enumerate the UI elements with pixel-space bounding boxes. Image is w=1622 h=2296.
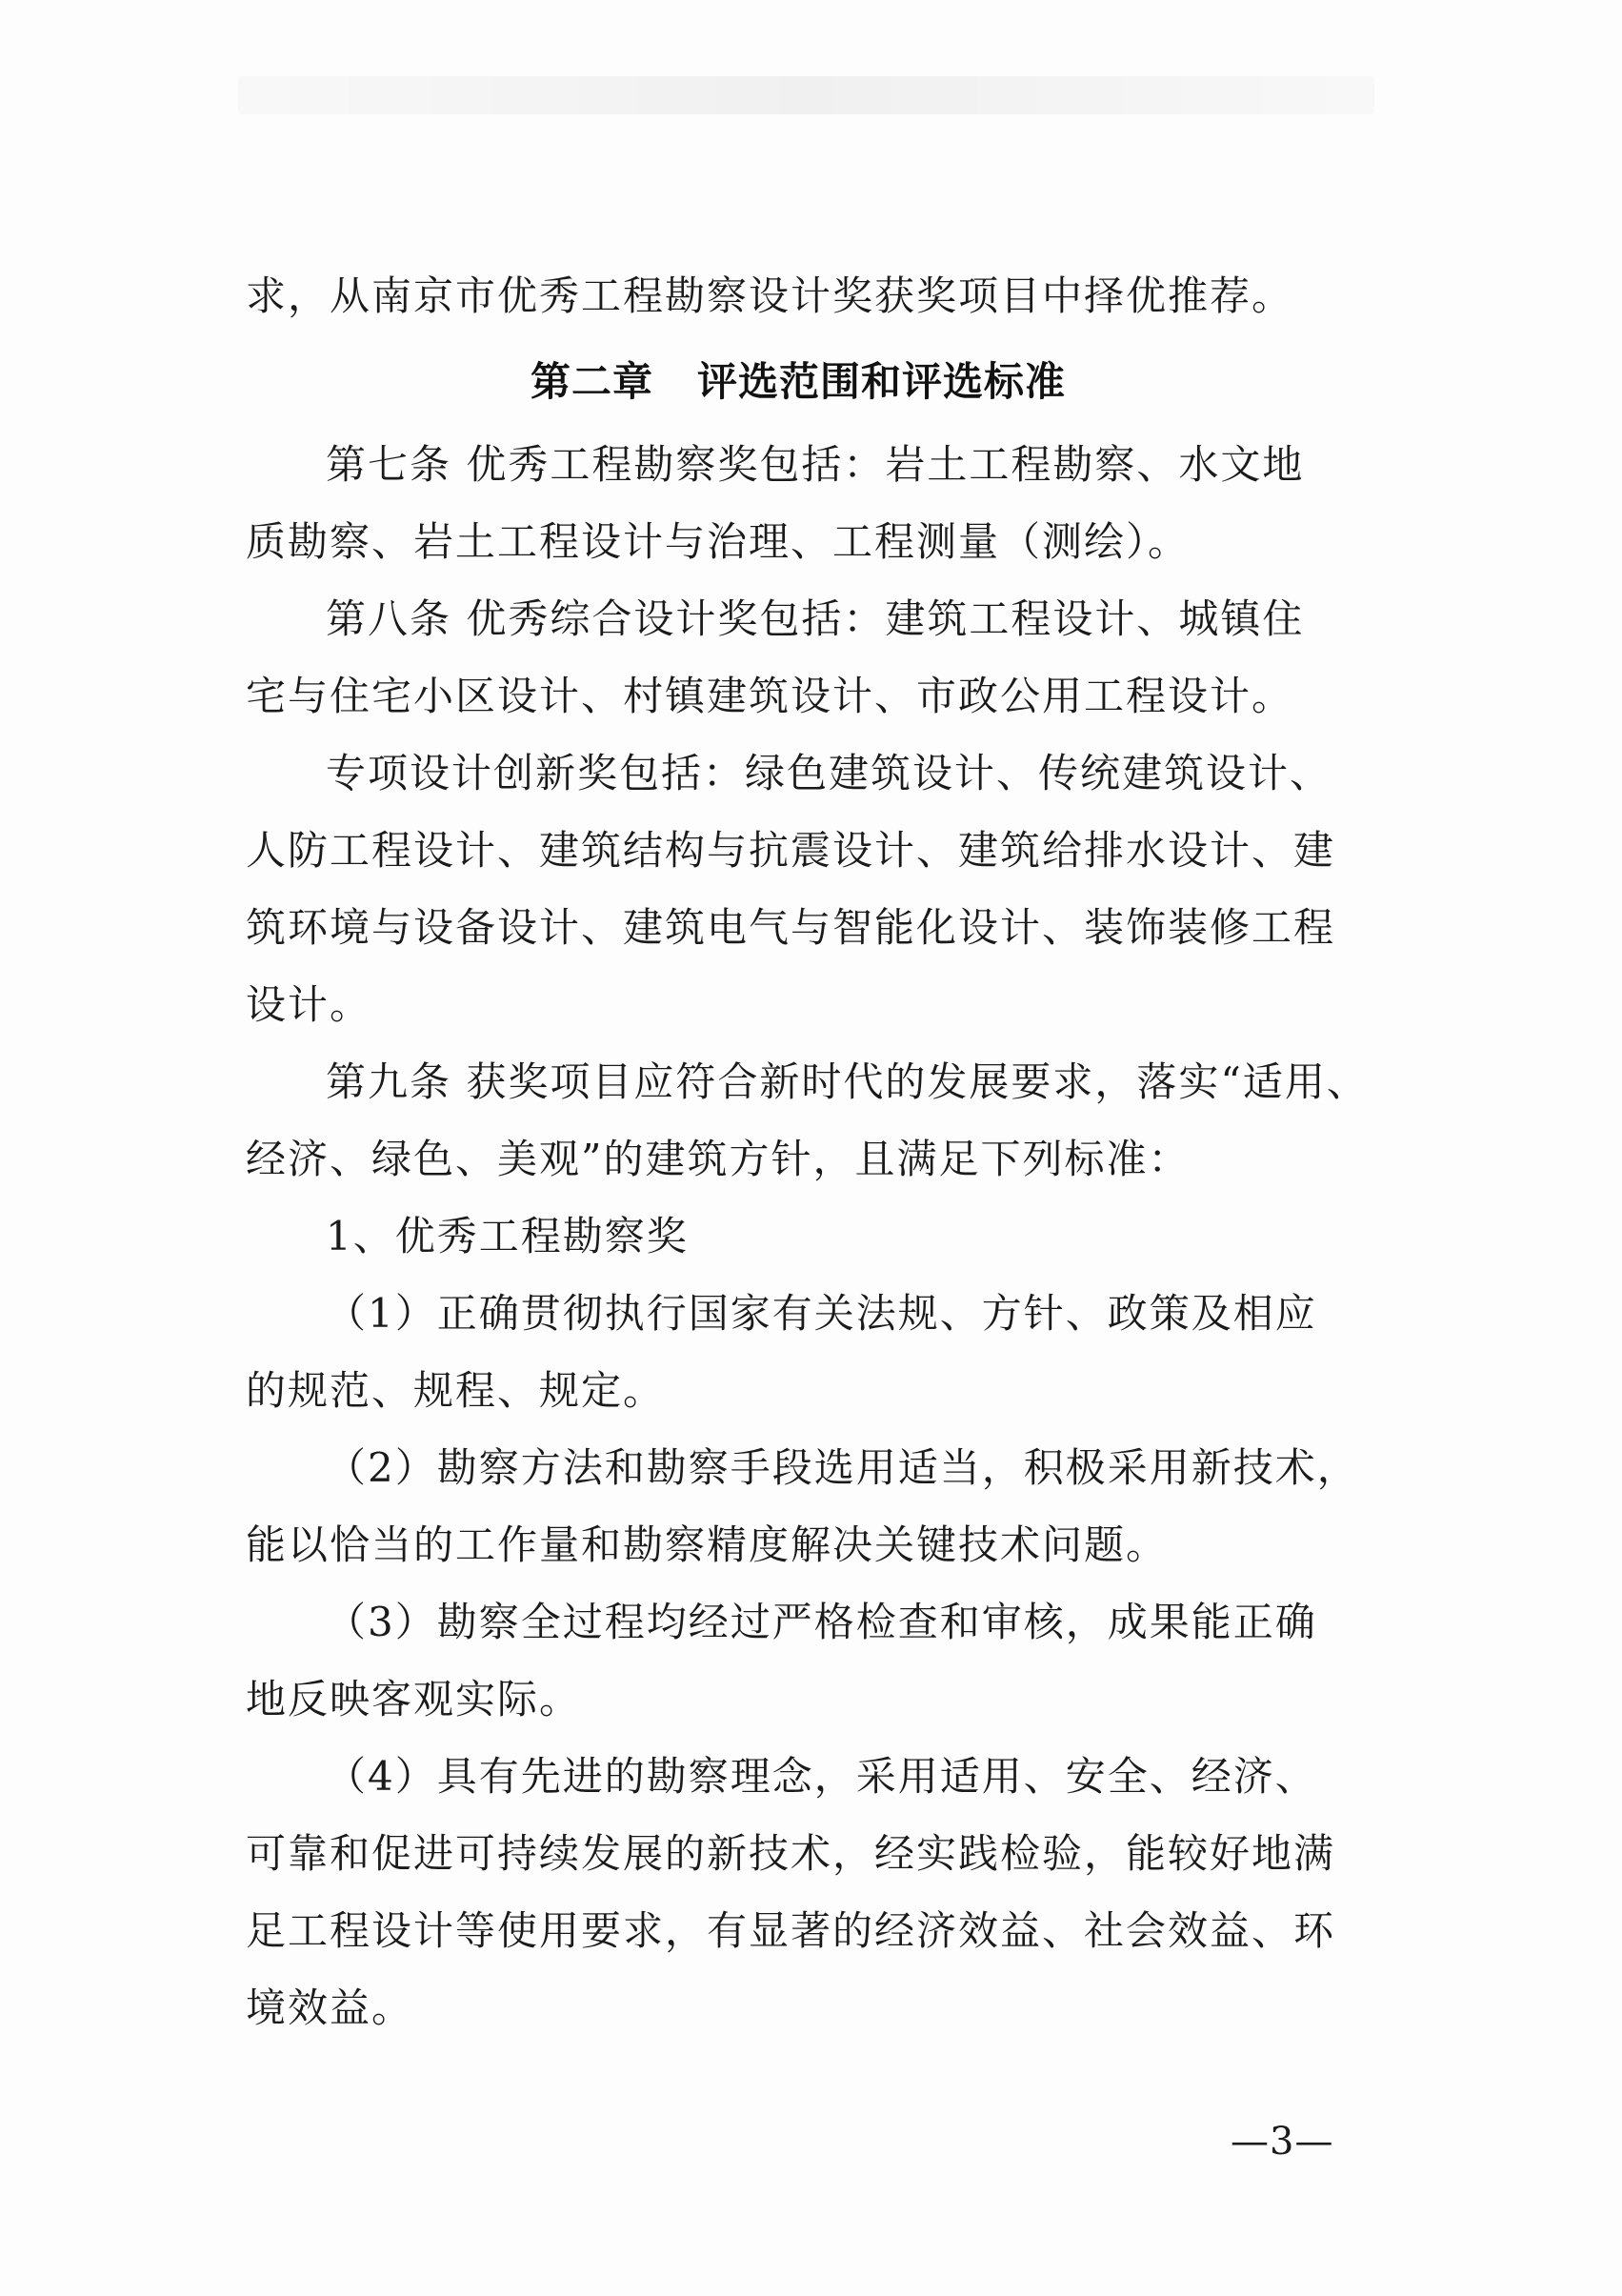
- page-number: —3—: [1231, 2120, 1334, 2164]
- criterion-3-line: 地反映客观实际。: [246, 1676, 582, 1722]
- article-9-line: 经济、绿色、美观”的建筑方针，且满足下列标准：: [246, 1136, 1191, 1182]
- document-body: [246, 257, 1369, 2046]
- scan-bleed-through: [238, 76, 1374, 114]
- special-award-line: 人防工程设计、建筑结构与抗震设计、建筑给排水设计、建: [246, 827, 1336, 874]
- criterion-4-line: 足工程设计等使用要求，有显著的经济效益、社会效益、环: [246, 1907, 1336, 1954]
- article-7-line: 第七条 优秀工程勘察奖包括：岩土工程勘察、水文地: [326, 441, 1305, 488]
- special-award-line: 专项设计创新奖包括：绿色建筑设计、传统建筑设计、: [326, 750, 1332, 796]
- chapter-title: 评选范围和评选标准: [697, 358, 1067, 405]
- criterion-4-line: （4）具有先进的勘察理念，采用适用、安全、经济、: [326, 1753, 1317, 1800]
- criterion-2-line: （2）勘察方法和勘察手段选用适当，积极采用新技术，: [326, 1444, 1359, 1491]
- criterion-4-line: 可靠和促进可持续发展的新技术，经实践检验，能较好地满: [246, 1830, 1336, 1877]
- chapter-number: 第二章: [530, 358, 653, 405]
- article-7-line: 质勘察、岩土工程设计与治理、工程测量（测绘）。: [246, 518, 1191, 565]
- article-8-line: 第八条 优秀综合设计奖包括：建筑工程设计、城镇住: [326, 595, 1305, 642]
- criterion-1-line: （1）正确贯彻执行国家有关法规、方针、政策及相应: [326, 1290, 1317, 1337]
- criterion-3-line: （3）勘察全过程均经过严格检查和审核，成果能正确: [326, 1599, 1317, 1645]
- paragraph-line: 求，从南京市优秀工程勘察设计奖获奖项目中择优推荐。: [246, 272, 1294, 319]
- special-award-line: 筑环境与设备设计、建筑电气与智能化设计、装饰装修工程: [246, 904, 1336, 951]
- article-8-line: 宅与住宅小区设计、村镇建筑设计、市政公用工程设计。: [246, 673, 1294, 719]
- criterion-4-line: 境效益。: [246, 1984, 414, 2031]
- section-heading: 1、优秀工程勘察奖: [326, 1213, 689, 1259]
- criterion-1-line: 的规范、规程、规定。: [246, 1367, 666, 1414]
- special-award-line: 设计。: [246, 981, 372, 1028]
- article-9-line: 第九条 获奖项目应符合新时代的发展要求，落实“适用、: [326, 1058, 1369, 1105]
- criterion-2-line: 能以恰当的工作量和勘察精度解决关键技术问题。: [246, 1521, 1169, 1568]
- chapter-heading: [246, 338, 1351, 426]
